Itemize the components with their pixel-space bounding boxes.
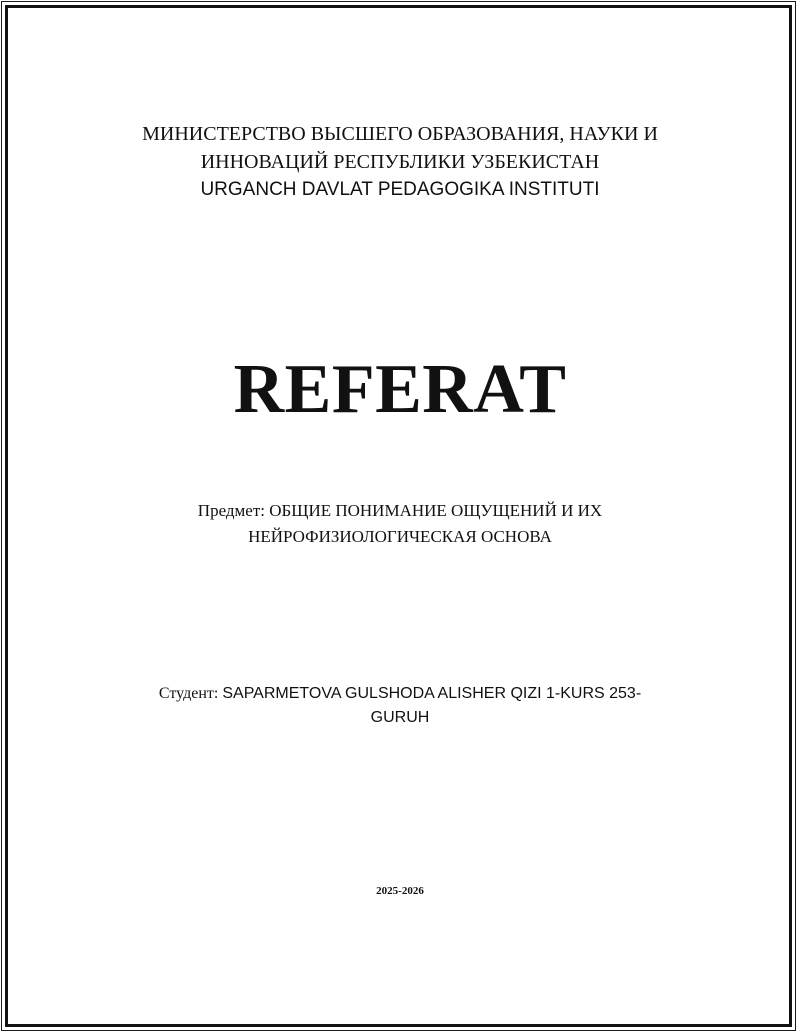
institute-name: URGANCH DAVLAT PEDAGOGIKA INSTITUTI — [200, 179, 600, 200]
student-label: Студент: — [158, 685, 223, 702]
document-title: REFERAT — [233, 351, 567, 428]
institution-header — [0, 120, 800, 204]
ministry-line-1: МИНИСТЕРСТВО ВЫСШЕГО ОБРАЗОВАНИЯ, НАУКИ И — [142, 123, 658, 145]
ministry-line-2: ИННОВАЦИЙ РЕСПУБЛИКИ УЗБЕКИСТАН — [200, 151, 600, 173]
academic-year: 2025-2026 — [376, 885, 424, 897]
student-line-2: GURUH — [370, 709, 430, 726]
student-line-1: SAPARMETOVA GULSHODA ALISHER QIZI 1-KURS 253- — [222, 685, 642, 702]
student-block — [0, 682, 800, 730]
subject-block — [0, 498, 800, 550]
subject-line-2: НЕЙРОФИЗИОЛОГИЧЕСКАЯ ОСНОВА — [248, 527, 552, 546]
subject-line-1: ОБЩИЕ ПОНИМАНИЕ ОЩУЩЕНИЙ И ИХ — [269, 501, 603, 520]
subject-label: Предмет: — [197, 501, 270, 520]
